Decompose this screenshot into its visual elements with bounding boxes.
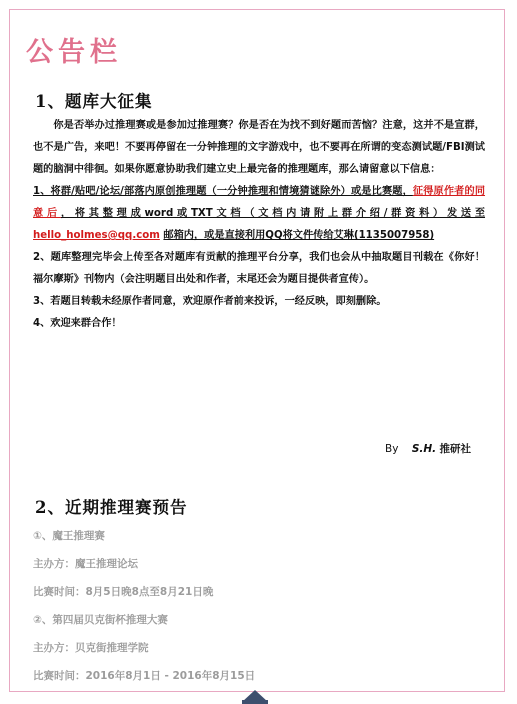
bulletin-title: 公告栏 [26, 37, 122, 68]
list-item-3: 3、若题目转载未经原作者同意，欢迎原作者前来投诉，一经反映，即刻删除。 [33, 296, 387, 307]
contest-list [33, 522, 255, 690]
section-heading-contests: 2、近期推理赛预告 [35, 498, 188, 517]
contest-line: ②、第四届贝克街杯推理大赛 [33, 614, 168, 626]
list-item-1 [33, 181, 485, 247]
contest-line: 比赛时间：8月5日晚8点至8月21日晚 [33, 586, 214, 598]
contest-line: ①、魔王推理赛 [33, 530, 105, 542]
byline [385, 441, 471, 456]
byline-prefix: By [385, 443, 399, 455]
section-heading-collection: 1、题库大征集 [35, 92, 153, 111]
contest-line: 主办方：魔王推理论坛 [33, 558, 138, 570]
item1-consent-highlight: 征得原作者的同意后 [33, 186, 486, 219]
item1-text-c: 邮箱内，或是直接利用QQ将文件传给艾琳(1135007958) [163, 230, 435, 241]
item1-text-b: ，将其整理成word或TXT文档（文档内请附上群介绍/群资料）发送至 [60, 208, 486, 219]
item1-text-a: 1、将群/贴吧/论坛/部落内原创推理题（一分钟推理和情境猜谜除外）或是比赛题， [33, 186, 413, 197]
list-item-4: 4、欢迎来群合作！ [33, 318, 122, 329]
email-link[interactable]: hello_holmes@qq.com [33, 230, 160, 241]
contest-line: 比赛时间：2016年8月1日 - 2016年8月15日 [33, 670, 256, 682]
intro-paragraph: 你是否举办过推理赛或是参加过推理赛？你是否在为找不到好题而苦恼？注意，这并不是宣群，也不是广告，来吧！不要再停留在一分钟推理的文字游戏中，也不要再在所谓的变态测试题/FBI测试题的脑洞中徘徊。如果你愿意协助我们建立史上最完备的推理题库，那么请留意以下信息： [33, 120, 485, 175]
list-item-2: 2、题库整理完毕会上传至各对题库有贡献的推理平台分享，我们也会从中抽取题目刊载在《你好！福尔摩斯》刊物内（会注明题目出处和作者，末尾还会为题目提供者宣传）。 [33, 252, 485, 285]
section-collection-body [33, 115, 485, 335]
contest-line: 主办方：贝克街推理学院 [33, 642, 149, 654]
byline-signature: S.H. [411, 443, 437, 455]
byline-org: 推研社 [439, 443, 471, 455]
page-tab-marker-base [242, 700, 268, 704]
